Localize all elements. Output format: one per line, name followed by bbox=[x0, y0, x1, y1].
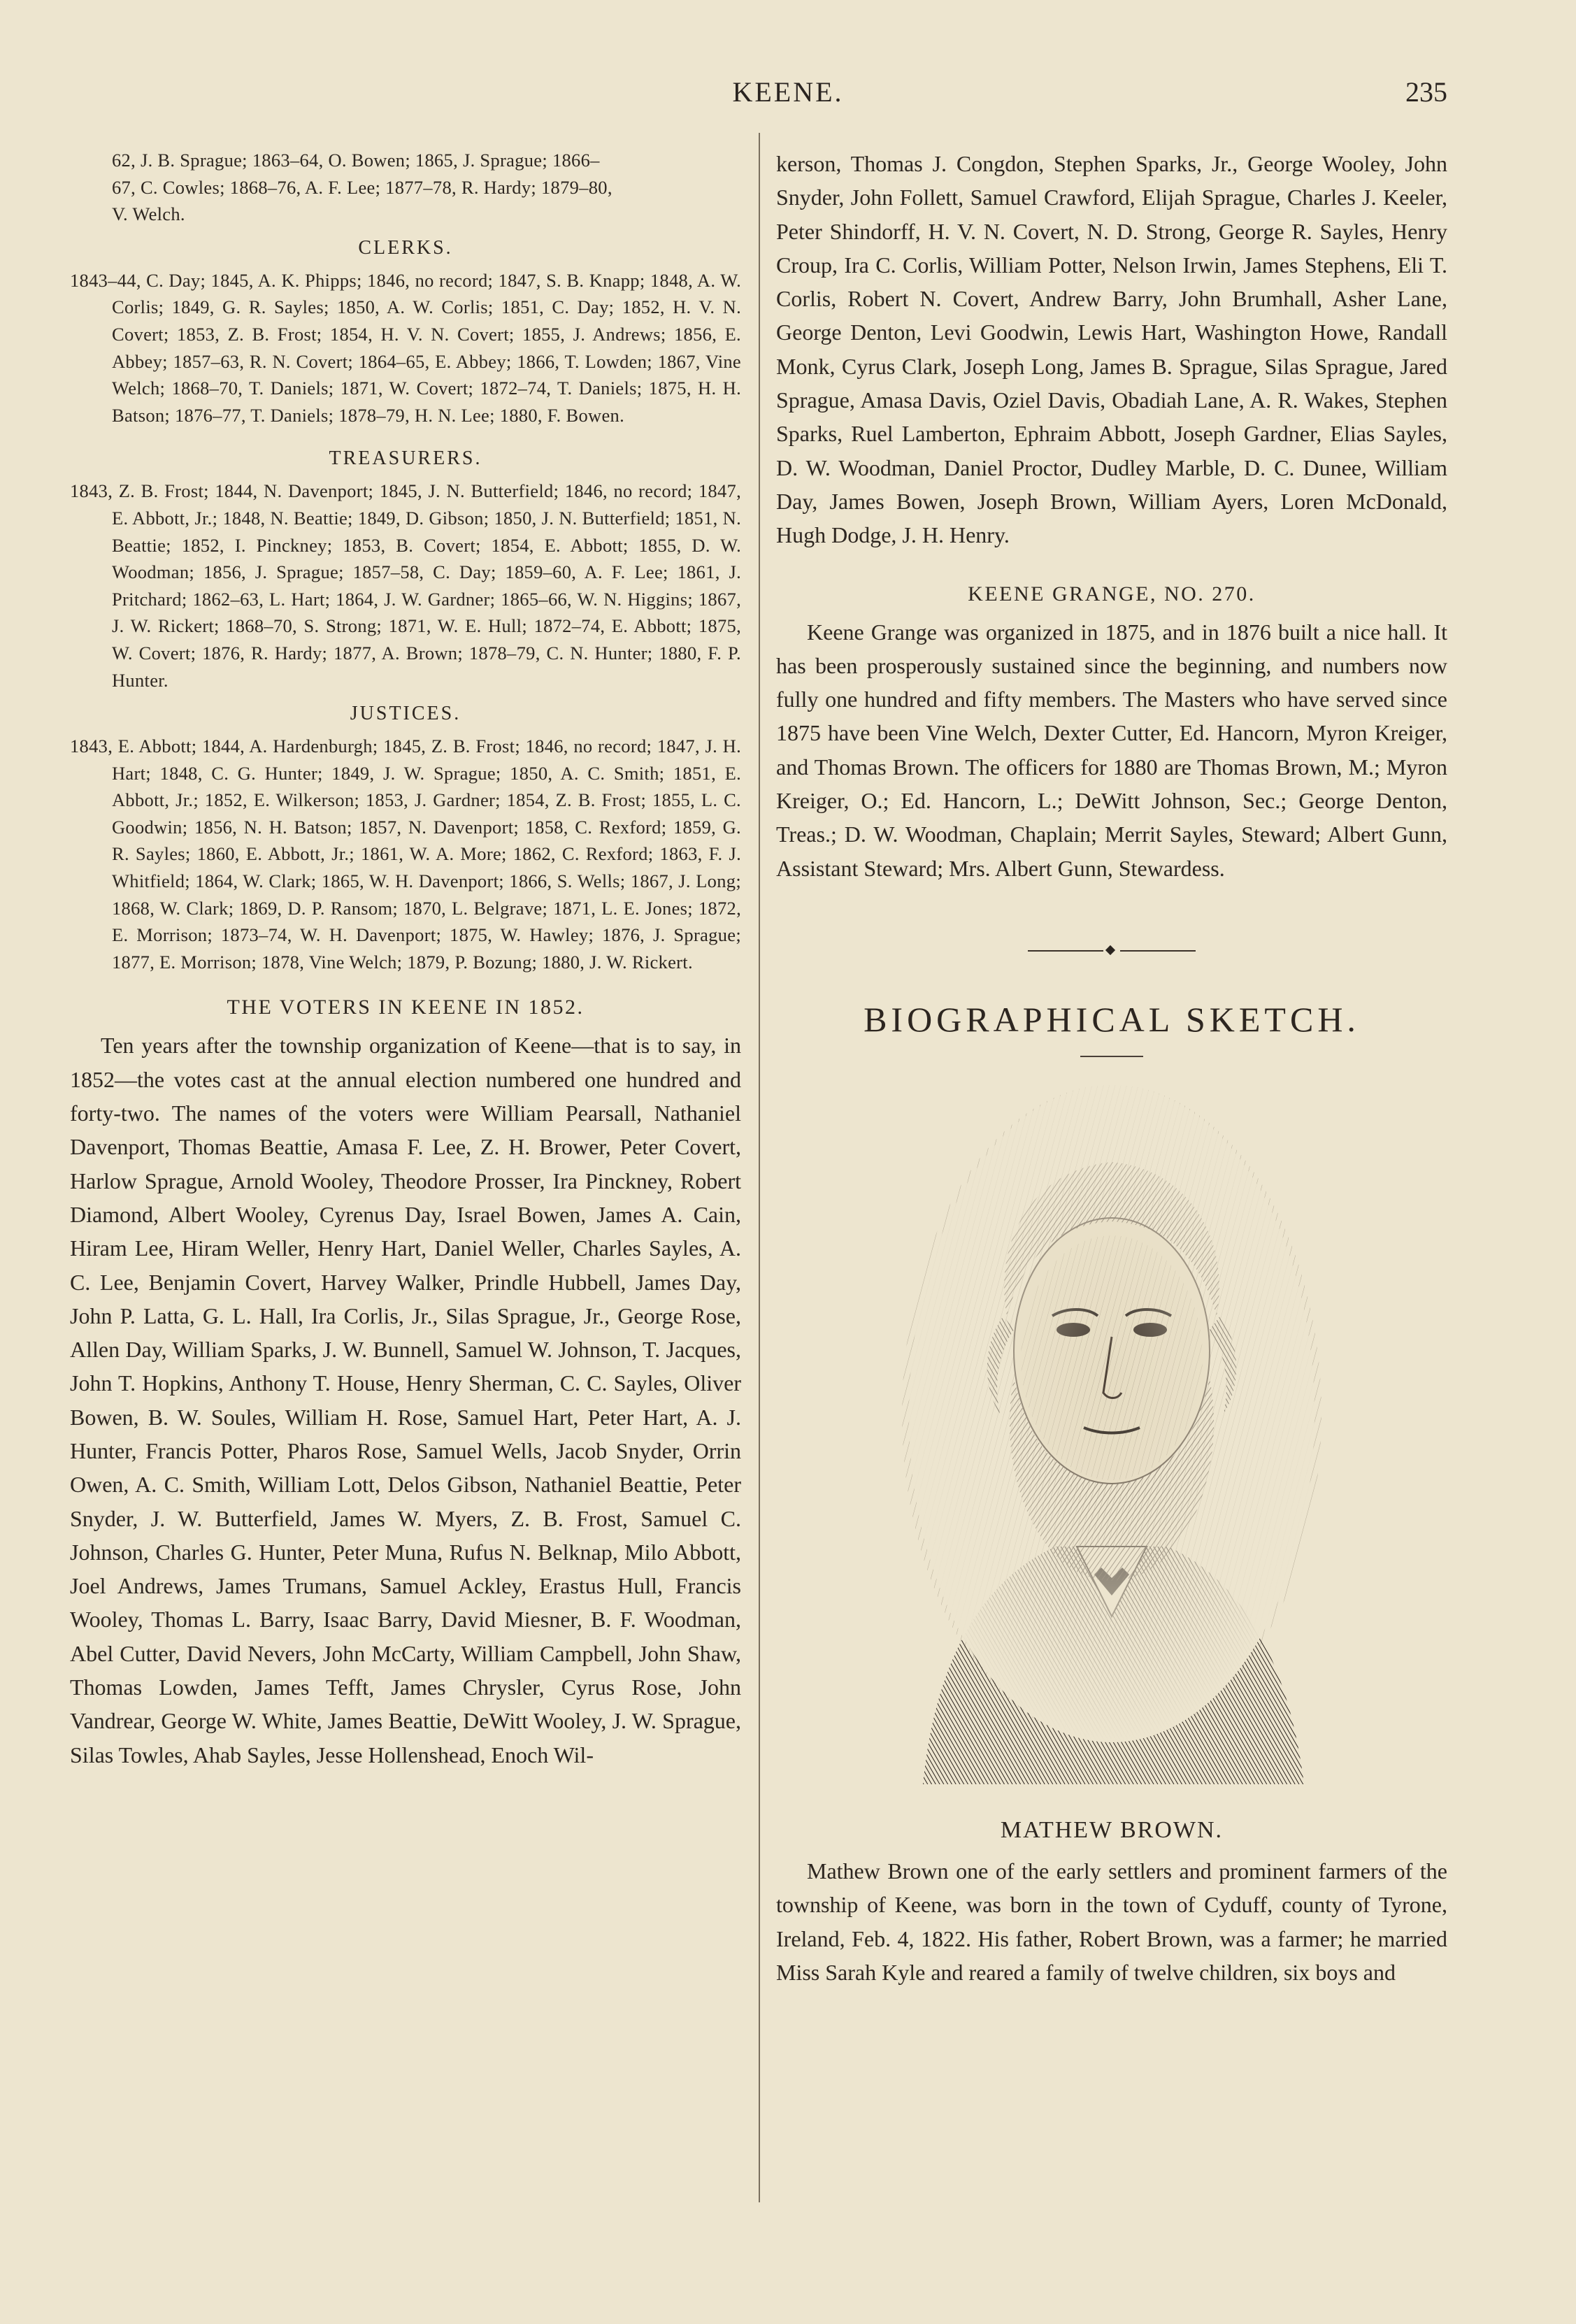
biographical-sketch-heading: BIOGRAPHICAL SKETCH. bbox=[864, 999, 1360, 1039]
intro-line: V. Welch. bbox=[112, 203, 185, 225]
voters-continued-paragraph: kerson, Thomas J. Congdon, Stephen Sparks, Jr., George Wooley, John Snyder, John Follett, Samuel Crawford, Elijah Sprague, Charles J. Keeler, Peter Shindorff, H. V. N. Covert, N. D. Strong, George R. Sayles, Henry Croup, Ira C. Corlis, William Potter, Nelson Irwin, James Stephens, Eli T. Corlis, Robert N. Covert, Andrew Barry, John Brumhall, Asher Lane, George Denton, Levi Goodwin, Lewis Hart, Washington Howe, Randall Monk, Cyrus Clark, Joseph Long, James B. Sprague, Silas Sprague, Jared Sprague, Amasa Davis, Oziel Davis, Obadiah Lane, A. R. Wakes, Stephen Sparks, Ruel Lamberton, Ephraim Abbott, Joseph Gardner, Elias Sayles, D. W. Woodman, Daniel Proctor, Dudley Marble, D. C. Dunee, William Day, James Bowen, Joseph Brown, William Ayers, Loren McDonald, Hugh Dodge, J. H. Henry. bbox=[776, 151, 1447, 548]
clerks-list: 1843–44, C. Day; 1845, A. K. Phipps; 1846, no record; 1847, S. B. Knapp; 1848, A. W. Corlis; 1849, G. R. Sayles; 1850, A. W. Corlis; 1851, C. Day; 1852, H. V. N. Covert; 1853, Z. B. Frost; 1854, H. V. N. Covert; 1855, J. Andrews; 1856, E. Abbey; 1857–63, R. N. Covert; 1864–65, E. Abbey; 1866, T. Lowden; 1867, Vine Welch; 1868–70, T. Daniels; 1871, W. Covert; 1872–74, T. Daniels; 1875, H. H. Batson; 1876–77, T. Daniels; 1878–79, H. N. Lee; 1880, F. Bowen. bbox=[70, 269, 741, 426]
biography-paragraph: Mathew Brown one of the early settlers and prominent farmers of the township of Keene, was born in the town of Cyduff, county of Tyrone, Ireland, Feb. 4, 1822. His father, Robert Brown, was a farmer; he married Miss Sarah Kyle and reared a family of twelve children, six boys and bbox=[776, 1858, 1447, 1985]
grange-heading: KEENE GRANGE, NO. 270. bbox=[968, 582, 1256, 605]
voters-paragraph: Ten years after the township organization of Keene—that is to say, in 1852—the votes cast at the annual election numbered one hundred and forty-two. The names of the voters were William Pearsall, Nathaniel Davenport, Thomas Beattie, Amasa F. Lee, Z. H. Brower, Peter Covert, Harlow Sprague, Arnold Wooley, Theodore Prosser, Ira Pinckney, Robert Diamond, Albert Wooley, Cyrenus Day, Israel Bowen, James A. Cain, Hiram Lee, Hiram Weller, Henry Hart, Daniel Weller, Charles Sayles, A. C. Lee, Benjamin Covert, Harvey Walker, Prindle Hubbell, James Day, John P. Latta, G. L. Hall, Ira Corlis, Jr., Silas Sprague, Jr., George Rose, Allen Day, William Sparks, J. W. Bunnell, Samuel W. Johnson, T. Jacques, John T. Hopkins, Anthony T. House, Henry Sherman, C. C. Sayles, Oliver Bowen, B. W. Soules, William H. Rose, Samuel Hart, Peter Hart, A. J. Hunter, Francis Potter, Pharos Rose, Samuel Wells, Jacob Snyder, Orrin Owen, A. C. Smith, William Lott, Delos Gibson, Nathaniel Beattie, Peter Snyder, J. W. Butterfield, James W. Myers, Z. B. Frost, Samuel C. Johnson, Charles G. Hunter, Peter Muna, Rufus N. Belknap, Milo Abbott, Joel Andrews, James Trumans, Samuel Ackley, Erastus Hull, Francis Wooley, Thomas L. Barry, Isaac Barry, David Miesner, B. F. Woodman, Abel Cutter, David Nevers, John McCarty, William Campbell, John Shaw, Thomas Lowden, James Tefft, James Chrysler, Cyrus Rose, John Vandrear, George W. White, James Beattie, DeWitt Wooley, J. W. Sprague, Silas Towles, Ahab Sayles, Jesse Hollenshead, Enoch Wil- bbox=[70, 1033, 741, 1767]
right-column bbox=[776, 147, 1447, 1989]
clerks-heading: CLERKS. bbox=[358, 236, 453, 259]
running-header-title: KEENE. bbox=[732, 76, 844, 108]
justices-heading: JUSTICES. bbox=[350, 703, 461, 725]
voters-heading: THE VOTERS IN KEENE IN 1852. bbox=[227, 996, 585, 1019]
column-divider bbox=[759, 133, 760, 2202]
portrait-engraving bbox=[895, 1085, 1328, 1798]
justices-list: 1843, E. Abbott; 1844, A. Hardenburgh; 1845, Z. B. Frost; 1846, no record; 1847, J. H. Hart; 1848, C. G. Hunter; 1849, J. W. Sprague; 1850, A. C. Smith; 1851, E. Abbott, Jr.; 1852, E. Wilkerson; 1853, J. Gardner; 1854, Z. B. Frost; 1855, L. C. Goodwin; 1856, N. H. Batson; 1857, N. Davenport; 1858, C. Rexford; 1859, G. R. Sayles; 1860, E. Abbott, Jr.; 1861, W. A. More; 1862, C. Rexford; 1863, F. J. Whitfield; 1864, W. Clark; 1865, W. H. Davenport; 1866, S. Wells; 1867, J. Long; 1868, W. Clark; 1869, D. P. Ransom; 1870, L. Belgrave; 1871, L. E. Jones; 1872, E. Morrison; 1873–74, W. H. Davenport; 1875, W. Hawley; 1876, J. Sprague; 1877, E. Morrison; 1878, Vine Welch; 1879, P. Bozung; 1880, J. W. Rickert. bbox=[70, 736, 741, 973]
left-column bbox=[70, 147, 741, 1772]
intro-line: 62, J. B. Sprague; 1863–64, O. Bowen; 1865, J. Sprague; 1866– bbox=[112, 150, 600, 171]
page-number: 235 bbox=[1405, 76, 1447, 108]
ornament-rule bbox=[1028, 944, 1196, 958]
short-rule bbox=[1080, 1056, 1143, 1057]
intro-line: 67, C. Cowles; 1868–76, A. F. Lee; 1877–78, R. Hardy; 1879–80, bbox=[112, 176, 613, 198]
treasurers-list: 1843, Z. B. Frost; 1844, N. Davenport; 1845, J. N. Butterfield; 1846, no record; 1847, E. Abbott, Jr.; 1848, N. Beattie; 1849, D. Gibson; 1850, J. N. Butterfield; 1851, N. Beattie; 1852, I. Pinckney; 1853, B. Covert; 1854, E. Abbott; 1855, D. W. Woodman; 1856, J. Sprague; 1857–58, C. Day; 1859–60, A. F. Lee; 1861, J. Pritchard; 1862–63, L. Hart; 1864, J. W. Gardner; 1865–66, W. N. Higgins; 1867, J. W. Rickert; 1868–70, S. Strong; 1871, W. E. Hull; 1872–74, E. Abbott; 1875, W. Covert; 1876, R. Hardy; 1877, A. Brown; 1878–79, C. N. Hunter; 1880, F. P. Hunter. bbox=[70, 480, 741, 691]
portrait-caption: MATHEW BROWN. bbox=[1000, 1816, 1224, 1843]
treasurers-heading: TREASURERS. bbox=[329, 447, 482, 470]
grange-paragraph: Keene Grange was organized in 1875, and in 1876 built a nice hall. It has been prosperously sustained since the beginning, and numbers now fully one hundred and fifty members. The Masters who have served since 1875 have been Vine Welch, Dexter Cutter, Ed. Hancorn, Myron Kreiger, and Thomas Brown. The officers for 1880 are Thomas Brown, M.; Myron Kreiger, O.; Ed. Hancorn, L.; DeWitt Johnson, Sec.; George Denton, Treas.; D. W. Woodman, Chaplain; Merrit Sayles, Steward; Albert Gunn, Assistant Steward; Mrs. Albert Gunn, Stewardess. bbox=[776, 619, 1447, 881]
